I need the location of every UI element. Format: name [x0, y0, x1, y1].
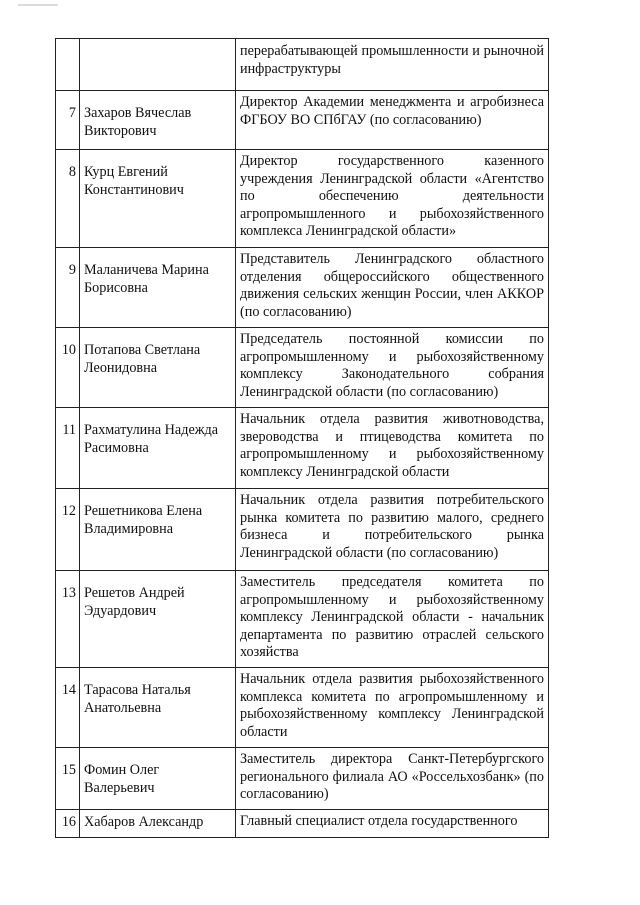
- table-row: [56, 809, 549, 837]
- member-name: Потапова Светлана Леонидовна: [80, 328, 236, 408]
- table-row: [56, 328, 549, 408]
- member-position: Директор государственного казенного учреждения Ленинградской области «Агентство по обеспечению деятельности агропромышленного и рыбохозяйственного комплекса Ленинградской области»: [236, 150, 549, 248]
- member-position: Начальник отдела развития потребительского рынка комитета по развитию малого, среднего бизнеса и потребительского рынка Ленинградской области (по согласованию): [236, 489, 549, 571]
- member-position: Заместитель директора Санкт-Петербургского регионального филиала АО «Россельхозбанк» (по согласованию): [236, 747, 549, 809]
- member-name: [80, 39, 236, 91]
- member-name: Захаров Вячеслав Викторович: [80, 91, 236, 150]
- members-table: [55, 38, 549, 838]
- table-row: [56, 39, 549, 91]
- row-number: 10: [56, 328, 80, 408]
- member-position: Представитель Ленинградского областного отделения общероссийского общественного движения сельских женщин России, член АККОР (по согласованию): [236, 248, 549, 328]
- row-number: 15: [56, 747, 80, 809]
- member-position: Председатель постоянной комиссии по агропромышленному и рыбохозяйственному комплексу Законодательного собрания Ленинградской области (по согласованию): [236, 328, 549, 408]
- row-number: 16: [56, 809, 80, 837]
- scan-artifact: [18, 4, 58, 6]
- row-number: 7: [56, 91, 80, 150]
- table-row: [56, 408, 549, 489]
- member-position: Начальник отдела развития животноводства, звероводства и птицеводства комитета по агропромышленному и рыбохозяйственному комплексу Ленинградской области: [236, 408, 549, 489]
- table-row: [56, 667, 549, 747]
- member-name: Курц Евгений Константинович: [80, 150, 236, 248]
- member-position: Начальник отдела развития рыбохозяйственного комплекса комитета по агропромышленному и рыбохозяйственному комплексу Ленинградской области: [236, 667, 549, 747]
- row-number: 14: [56, 667, 80, 747]
- member-position: Директор Академии менеджмента и агробизнеса ФГБОУ ВО СПбГАУ (по согласованию): [236, 91, 549, 150]
- member-name: Рахматулина Надежда Расимовна: [80, 408, 236, 489]
- table-row: [56, 747, 549, 809]
- member-name: Маланичева Марина Борисовна: [80, 248, 236, 328]
- table-row: [56, 248, 549, 328]
- member-position: Заместитель председателя комитета по агропромышленному и рыбохозяйственному комплексу Ленинградской области - начальник департамента по развитию отраслей сельского хозяйства: [236, 571, 549, 668]
- member-position: Главный специалист отдела государственного: [236, 809, 549, 837]
- row-number: 9: [56, 248, 80, 328]
- table-row: [56, 150, 549, 248]
- table-row: [56, 91, 549, 150]
- member-name: Решетов Андрей Эдуардович: [80, 571, 236, 668]
- row-number: [56, 39, 80, 91]
- member-name: Фомин Олег Валерьевич: [80, 747, 236, 809]
- row-number: 13: [56, 571, 80, 668]
- member-name: Хабаров Александр: [80, 809, 236, 837]
- row-number: 8: [56, 150, 80, 248]
- member-name: Решетникова Елена Владимировна: [80, 489, 236, 571]
- table-row: [56, 571, 549, 668]
- row-number: 11: [56, 408, 80, 489]
- member-position: перерабатывающей промышленности и рыночной инфраструктуры: [236, 39, 549, 91]
- member-name: Тарасова Наталья Анатольевна: [80, 667, 236, 747]
- row-number: 12: [56, 489, 80, 571]
- table-row: [56, 489, 549, 571]
